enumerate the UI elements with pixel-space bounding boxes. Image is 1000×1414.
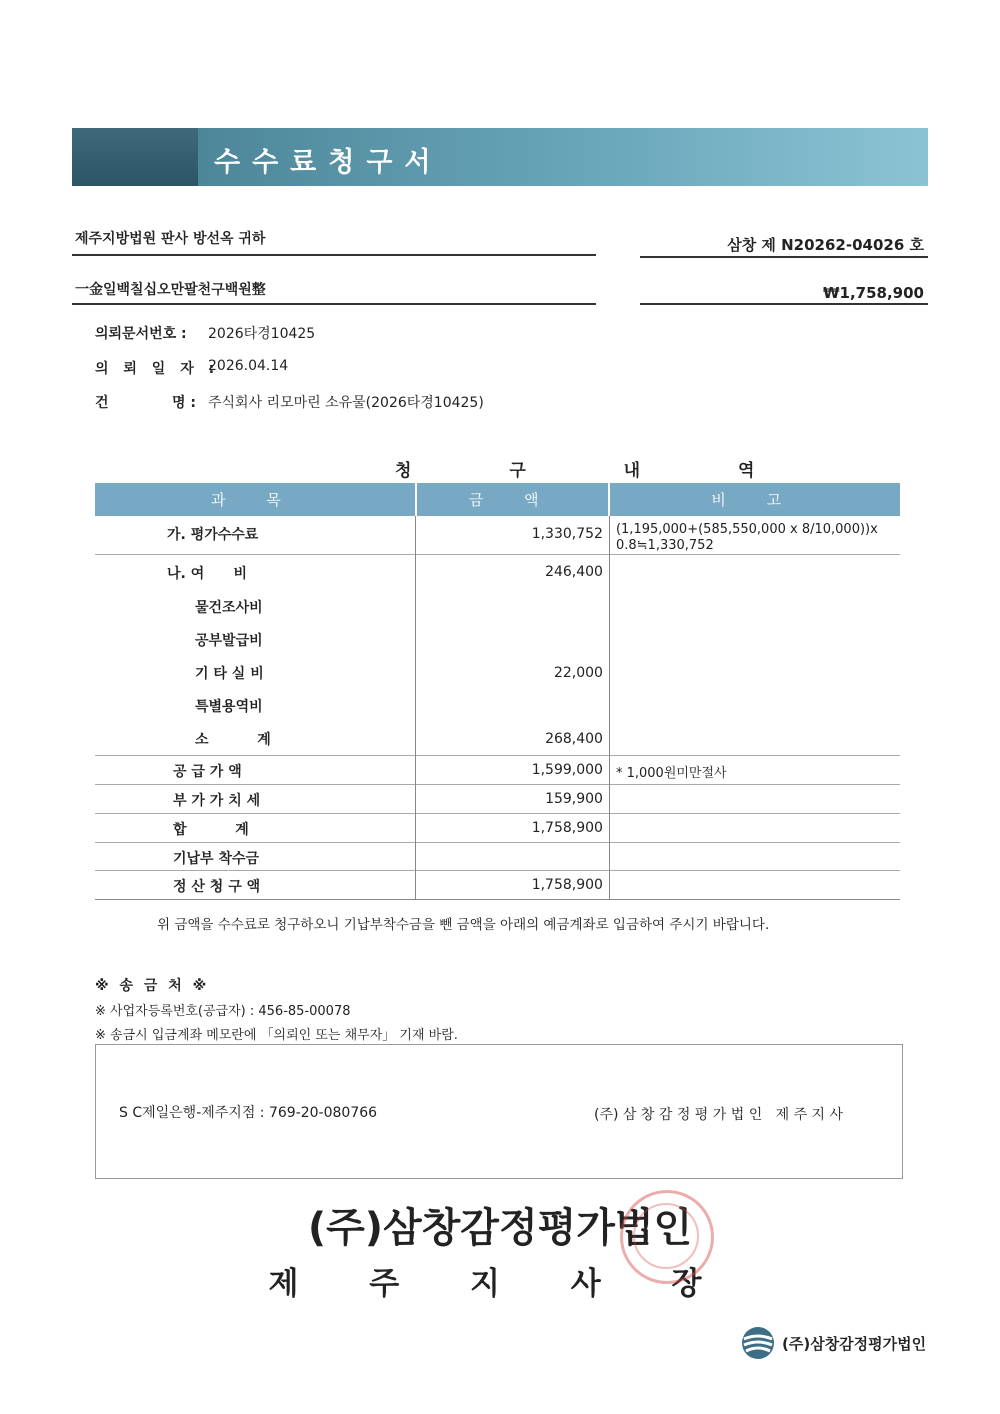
case-name-label: 건 — [95, 395, 109, 411]
row-amount — [416, 590, 610, 623]
recipient: 제주지방법원 판사 방선옥 귀하 — [75, 231, 266, 247]
header-note: 비 고 — [609, 483, 900, 516]
row-note — [609, 656, 900, 689]
row-note — [609, 722, 900, 756]
request-date-value: 2026.04.14 — [208, 358, 289, 374]
row-item: 기 타 실 비 — [195, 665, 264, 682]
row-note: (1,195,000+(585,550,000 x 8/10,000))x 0.8≒1,330,752 — [615, 522, 878, 553]
account-holder: (주) 삼 창 감 정 평 가 법 인 제 주 지 사 — [594, 1107, 844, 1123]
remit-memo: ※ 송금시 입금계좌 메모란에 「의뢰인 또는 채무자」 기재 바람. — [95, 1028, 458, 1043]
row-note — [609, 590, 900, 623]
divider — [72, 254, 596, 256]
table-row — [95, 623, 900, 656]
request-number-value: 2026타경10425 — [208, 326, 316, 342]
section-title: 청 구 내 역 — [395, 461, 801, 481]
row-item: 가. 평가수수료 — [167, 527, 259, 543]
row-amount — [416, 689, 610, 722]
row-note — [609, 871, 900, 900]
company-seal — [620, 1190, 714, 1284]
row-item: 정 산 청 구 액 — [173, 879, 261, 895]
branch-head: 제 주 지 사 장 — [268, 1266, 732, 1302]
row-amount: 1,330,752 — [416, 516, 610, 555]
row-note — [609, 843, 900, 871]
case-name-label-2: 명 : — [172, 395, 196, 411]
table-row — [95, 843, 900, 871]
table-row — [95, 756, 900, 785]
row-item: 물건조사비 — [195, 599, 263, 616]
row-amount: 22,000 — [416, 656, 610, 689]
row-amount — [416, 623, 610, 656]
table-row — [95, 871, 900, 900]
table-row — [95, 689, 900, 722]
doc-number: 삼창 제 N20262-04026 호 — [727, 236, 924, 254]
row-amount: 246,400 — [416, 555, 610, 590]
row-item: 기납부 착수금 — [173, 851, 260, 867]
row-amount — [416, 843, 610, 871]
row-note — [609, 555, 900, 590]
row-amount: 1,758,900 — [416, 871, 610, 900]
banner-accent — [72, 128, 198, 186]
row-item: 공부발급비 — [195, 632, 263, 649]
request-date-label: 의 뢰 일 자 : — [95, 361, 220, 377]
divider — [640, 256, 928, 258]
company-name: (주)삼창감정평가법인 — [307, 1205, 693, 1251]
table-row — [95, 590, 900, 623]
row-amount: 1,599,000 — [416, 756, 610, 785]
divider — [640, 303, 928, 305]
case-name-value: 주식회사 리모마린 소유물(2026타경10425) — [208, 395, 484, 411]
row-item: 부 가 가 치 세 — [173, 793, 261, 809]
row-note: * 1,000원미만절사 — [609, 756, 900, 785]
header-item: 과 목 — [95, 483, 416, 516]
billing-table — [95, 483, 900, 900]
row-amount: 159,900 — [416, 785, 610, 814]
table-row — [95, 516, 900, 555]
row-item: 합 계 — [173, 822, 249, 838]
row-amount: 268,400 — [416, 722, 610, 756]
row-item: 나. 여 비 — [167, 566, 248, 582]
bank-account: S C제일은행-제주지점 : 769-20-080766 — [119, 1105, 378, 1121]
footer-company-name: (주)삼창감정평가법인 — [782, 1335, 927, 1353]
row-note — [609, 814, 900, 843]
company-logo-icon — [740, 1325, 776, 1361]
row-note — [609, 785, 900, 814]
row-item: 공 급 가 액 — [173, 764, 242, 780]
amount-korean: 一金일백칠십오만팔천구백원整 — [75, 282, 266, 298]
row-note — [609, 623, 900, 656]
table-row — [95, 555, 900, 590]
row-note — [609, 689, 900, 722]
table-header — [95, 483, 900, 516]
remit-title: ※ 송 금 처 ※ — [95, 978, 210, 994]
row-amount: 1,758,900 — [416, 814, 610, 843]
account-box — [95, 1044, 903, 1179]
table-row — [95, 785, 900, 814]
header-amount: 금 액 — [416, 483, 610, 516]
payment-notice: 위 금액을 수수료로 청구하오니 기납부착수금을 뺀 금액을 아래의 예금계좌로 입금하여 주시기 바랍니다. — [157, 917, 770, 933]
row-item: 특별용역비 — [195, 698, 263, 715]
table-row — [95, 814, 900, 843]
amount-numeric: ₩1,758,900 — [822, 284, 924, 302]
business-number: ※ 사업자등록번호(공급자) : 456-85-00078 — [95, 1004, 351, 1019]
title-banner — [72, 128, 928, 186]
table-row — [95, 656, 900, 689]
row-item: 소 계 — [195, 731, 271, 748]
table-row — [95, 722, 900, 756]
request-number-label: 의뢰문서번호 : — [95, 326, 187, 342]
divider — [72, 303, 596, 305]
document-title: 수수료청구서 — [214, 147, 443, 178]
